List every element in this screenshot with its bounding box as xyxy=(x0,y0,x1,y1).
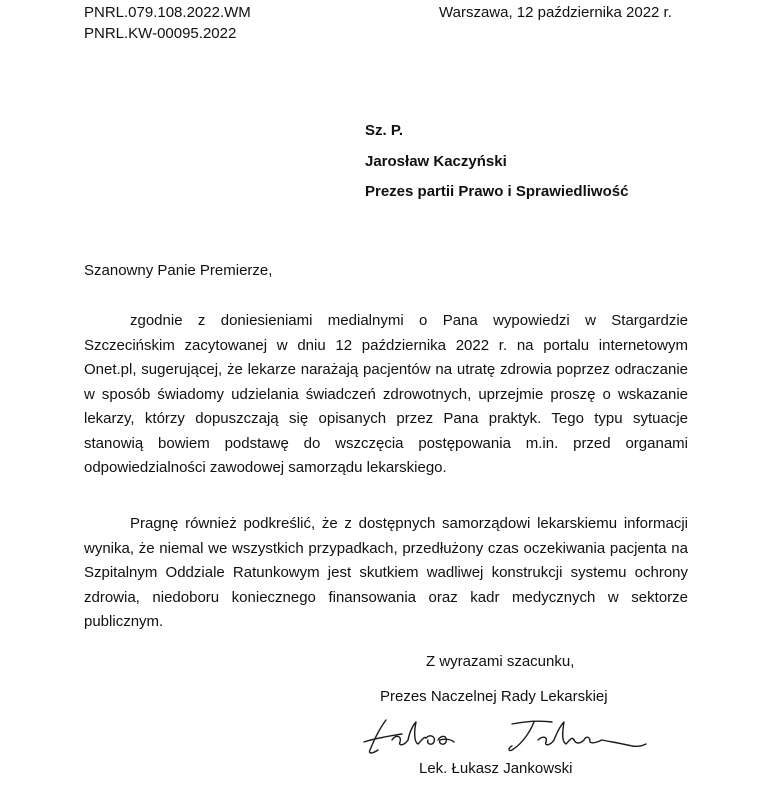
place-and-date: Warszawa, 12 października 2022 r. xyxy=(439,4,672,21)
body-paragraph-2: Pragnę również podkreślić, że z dostępnych samorządowi lekarskiemu informacji wynika, że niemal we wszystkich przypadkach, przedłużony czas oczekiwania pacjenta na Szpitalnym Oddziale Ratunkowym jest skutkiem wadliwej konstrukcji systemu ochrony zdrowia, niedoboru koniecznego finansowania oraz kadr medycznych w sektorze publicznym. xyxy=(84,515,688,630)
recipient-honorific: Sz. P. xyxy=(365,122,404,139)
signatory-position: Prezes Naczelnej Rady Lekarskiej xyxy=(380,688,608,705)
reference-number-2: PNRL.KW-00095.2022 xyxy=(84,25,237,42)
closing-regards: Z wyrazami szacunku, xyxy=(426,653,575,670)
signatory-name: Lek. Łukasz Jankowski xyxy=(419,760,573,777)
recipient-name: Jarosław Kaczyński xyxy=(365,153,507,170)
salutation: Szanowny Panie Premierze, xyxy=(84,262,273,279)
body-paragraph-1: zgodnie z doniesieniami medialnymi o Pana wypowiedzi w Stargardzie Szczecińskim zacytowanej w dniu 12 października 2022 r. na portalu internetowym Onet.pl, sugerującej, że lekarze narażają pacjentów na utratę zdrowia poprzez odraczanie w sposób świadomy udzielania świadczeń zdrowotnych, uprzejmie proszę o wskazanie lekarzy, którzy dopuszczają się opisanych przez Pana praktyk. Tego typu sytuacje stanowią bowiem podstawę do wszczęcia postępowania m.in. przed organami odpowiedzialności zawodowej samorządu lekarskiego. xyxy=(84,312,688,476)
recipient-title: Prezes partii Prawo i Sprawiedliwość xyxy=(365,183,629,200)
reference-number-1: PNRL.079.108.2022.WM xyxy=(84,4,251,21)
handwritten-signature xyxy=(362,710,662,760)
